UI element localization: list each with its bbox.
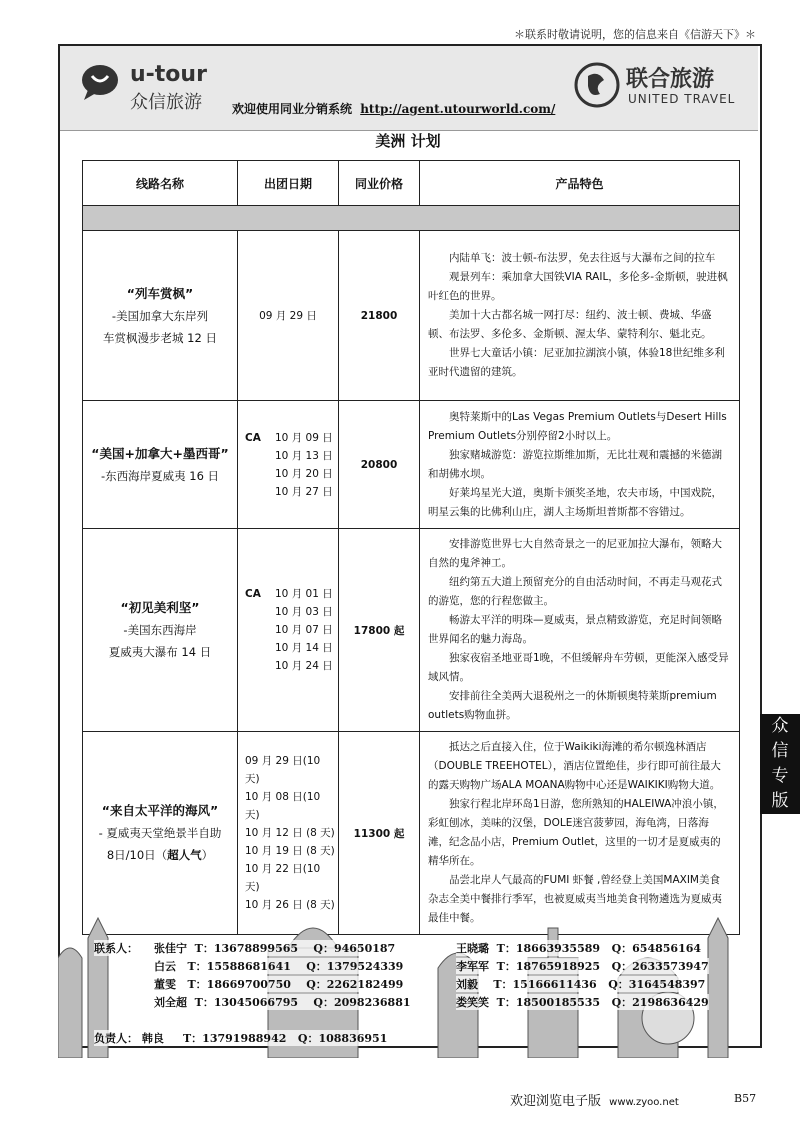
contact-qq: Q：2198636429 [611,996,709,1009]
feature-item: 安排游览世界七大自然奇景之一的尼亚加拉大瀑布，领略大自然的鬼斧神工。 [428,538,722,569]
source-note: ＊联系时敬请说明，您的信息来自《信游天下》＊ [514,28,756,41]
routes-table [82,160,740,935]
feature-item: 纽约第五大道上预留充分的自由活动时间，不再走马观花式的游览，您的行程您做主。 [428,576,722,607]
contact-name: 张佳宁 [154,942,187,955]
contact-name: 娄笑笑 [456,996,489,1009]
feature-item: 抵达之后直接入住，位于Waikiki海滩的希尔顿逸林酒店（DOUBLE TREEHOTEL），酒店位置绝佳，步行即可前往最大的露天购物广场ALA MOANA购物中心还是WAIKIKI购物大道。 [428,741,721,791]
departure-date: 10 月 24 日 [275,660,333,672]
route-name-cell [83,529,238,732]
table-row [83,401,740,529]
price-cell: 11300 起 [339,732,420,935]
departure-date: 09 月 29 日 [259,309,317,322]
price-cell: 21800 [339,231,420,401]
feature-item: 好莱坞星光大道，奥斯卡颁奖圣地，农夫市场，中国戏院，明星云集的比佛利山庄，湖人主场斯坦普斯都不容错过。 [428,486,722,518]
departure-date: 09 月 29 日(10 天) [245,755,321,785]
departure-date: 10 月 27 日 [275,485,333,498]
feature-item: 畅游太平洋的明珠—夏威夷，景点精致游览，充足时间领略世界闻名的魅力海岛。 [428,614,722,645]
agent-url-link[interactable]: http://agent.utourworld.com/ [360,102,556,116]
united-travel-brand-en: UNITED TRAVEL [628,92,736,106]
airline-code: CA [245,431,261,444]
route-subtitle: - 夏威夷天堂绝景半自助 [98,826,222,840]
departure-date: 10 月 01 日 [275,588,333,600]
departure-date: 10 月 20 日 [275,467,333,480]
contact-phone: T：18663935589 [496,942,601,955]
route-title: “来自太平洋的海风” [101,803,219,818]
feature-item: 美加十大古都名城一网打尽：纽约、波士顿、费城、华盛顿、布法罗、多伦多、金斯顿、渥太华、蒙特利尔、魁北克。 [428,309,712,340]
route-subtitle: -东西海岸夏威夷 16 日 [100,468,220,483]
contact-name: 刘全超 [154,996,187,1009]
feature-item: 观景列车：乘加拿大国铁VIA RAIL，多伦多-金斯顿，驶进枫叶红色的世界。 [428,271,728,302]
contact-qq: Q：2633573947 [611,960,709,973]
departure-date: 10 月 14 日 [275,642,333,654]
header-product-features: 产品特色 [420,161,740,206]
feature-item: 奥特莱斯中的Las Vegas Premium Outlets与Desert Hills Premium Outlets分别停留2小时以上。 [428,410,727,442]
departure-date: 10 月 08 日(10 天) [245,791,321,821]
contact-qq: Q：1379524339 [306,960,404,973]
contact-phone: T：13678899565 [194,942,299,955]
contact-name: 董雯 [154,978,176,991]
contact-name: 白云 [154,960,176,973]
price-cell: 20800 [339,401,420,529]
departure-date: 10 月 26 日 (8 天) [245,899,335,911]
departure-date: 10 月 03 日 [275,606,333,618]
contact-qq: Q：654856164 [611,942,702,955]
airline-code: CA [245,588,261,600]
hot-tag: 超人气 [167,848,202,862]
feature-item: 独家夜宿圣地亚哥1晚，不但缓解舟车劳顿，更能深入感受异域风情。 [428,652,729,683]
departure-date: 10 月 22 日(10 天) [245,863,321,893]
plan-title: 美洲 计划 [375,132,441,150]
manager-label: 负责人： [94,1032,138,1045]
footer [510,1090,679,1109]
contact-qq: Q：94650187 [313,942,396,955]
contact-phone: T：18669700750 [187,978,291,991]
price-cell: 17800 起 [339,529,420,732]
page-number: B57 [734,1092,757,1105]
route-name-cell [83,401,238,529]
table-row [83,529,740,732]
header-departure-date: 出团日期 [238,161,339,206]
features-cell [420,231,740,401]
united-travel-brand-cn: 联合旅游 [626,67,715,92]
features-cell [420,401,740,529]
contact-phone: T：18500185535 [496,996,601,1009]
feature-item: 世界七大童话小镇：尼亚加拉湖滨小镇，体验18世纪维多利亚时代遗留的建筑。 [428,347,725,378]
utour-brand-en: u-tour [130,62,207,87]
route-title: “美国+加拿大+墨西哥” [91,445,229,461]
departure-date: 10 月 19 日 (8 天) [245,845,335,857]
route-name-cell [83,231,238,401]
departure-date-cell [238,529,339,732]
section-divider-row [83,206,740,231]
contact-phone: T：15588681641 [187,960,291,973]
departure-date: 10 月 13 日 [275,449,333,462]
speech-bubble-logo-icon [80,62,124,102]
feature-item: 安排前往全美两大退税州之一的休斯顿奥特莱斯premium outlets购物血拼。 [428,690,717,721]
departure-date-cell [238,231,339,401]
route-subtitle-2: 夏威夷大瀑布 14 日 [108,645,212,659]
contact-name: 李军军 [456,960,489,973]
feature-item: 独家赌城游览：游览拉斯维加斯，无比壮观和震撼的米德湖和胡佛水坝。 [428,448,722,480]
route-title: “初见美利坚” [120,600,200,615]
table-header-row [83,161,740,206]
departure-date: 10 月 09 日 [275,431,333,444]
header-trade-price: 同业价格 [339,161,420,206]
manager-phone: T：13791988942 [183,1032,287,1045]
utour-brand-cn: 众信旅游 [130,92,202,113]
departure-date: 10 月 12 日 (8 天) [245,827,335,839]
route-subtitle-2: 车赏枫漫步老城 12 日 [103,330,217,345]
feature-item: 独家行程北岸环岛1日游，您所熟知的HALEIWA冲浪小镇，彩虹刨冰，美味的汉堡，DOLE迷宫菠萝园，海龟湾，日落海滩，纪念品小店，Premium Outlet，这里的一切才是夏威夷的精华所在。 [428,798,724,867]
route-subtitle: -美国东西海岸 [123,623,197,637]
departure-date-cell [238,401,339,529]
welcome-line [232,100,555,117]
welcome-text: 欢迎使用同业分销系统 [232,102,353,116]
contact-phone: T：13045066795 [194,996,299,1009]
contact-qq: Q：2098236881 [313,996,411,1009]
contact-qq: Q：3164548397 [608,978,706,991]
contact-name: 王晓璐 [456,942,489,955]
route-subtitle: -美国加拿大东岸列 [111,308,209,323]
footer-welcome: 欢迎浏览电子版 [510,1094,602,1109]
manager-name: 韩良 [141,1032,164,1045]
side-section-tab: 众 信 专 版 [760,714,800,814]
contact-name: 刘毅 [456,978,478,991]
contact-phone: T：15166611436 [493,978,597,991]
header-route-name: 线路名称 [83,161,238,206]
united-travel-logo-icon [574,62,620,108]
feature-item: 品尝北岸人气最高的FUMI 虾餐 ,曾经登上美国MAXIM美食杂志全美中餐排行季军，也被夏威夷当地美食刊物遴选为夏威夷最佳中餐。 [428,874,722,924]
route-subtitle-2: 8日/10日（超人气） [106,848,214,862]
route-title: “列车赏枫” [126,285,194,301]
footer-site-link[interactable]: www.zyoo.net [609,1097,679,1108]
contact-qq: Q：2262182499 [306,978,404,991]
feature-item: 内陆单飞：波士顿-布法罗，免去往返与大瀑布之间的拉车 [449,252,716,264]
table-row [83,231,740,401]
features-cell [420,529,740,732]
departure-date: 10 月 07 日 [275,624,333,636]
contacts-label: 联系人： [94,942,138,955]
manager-qq: Q：108836951 [297,1032,388,1045]
contact-phone: T：18765918925 [496,960,601,973]
